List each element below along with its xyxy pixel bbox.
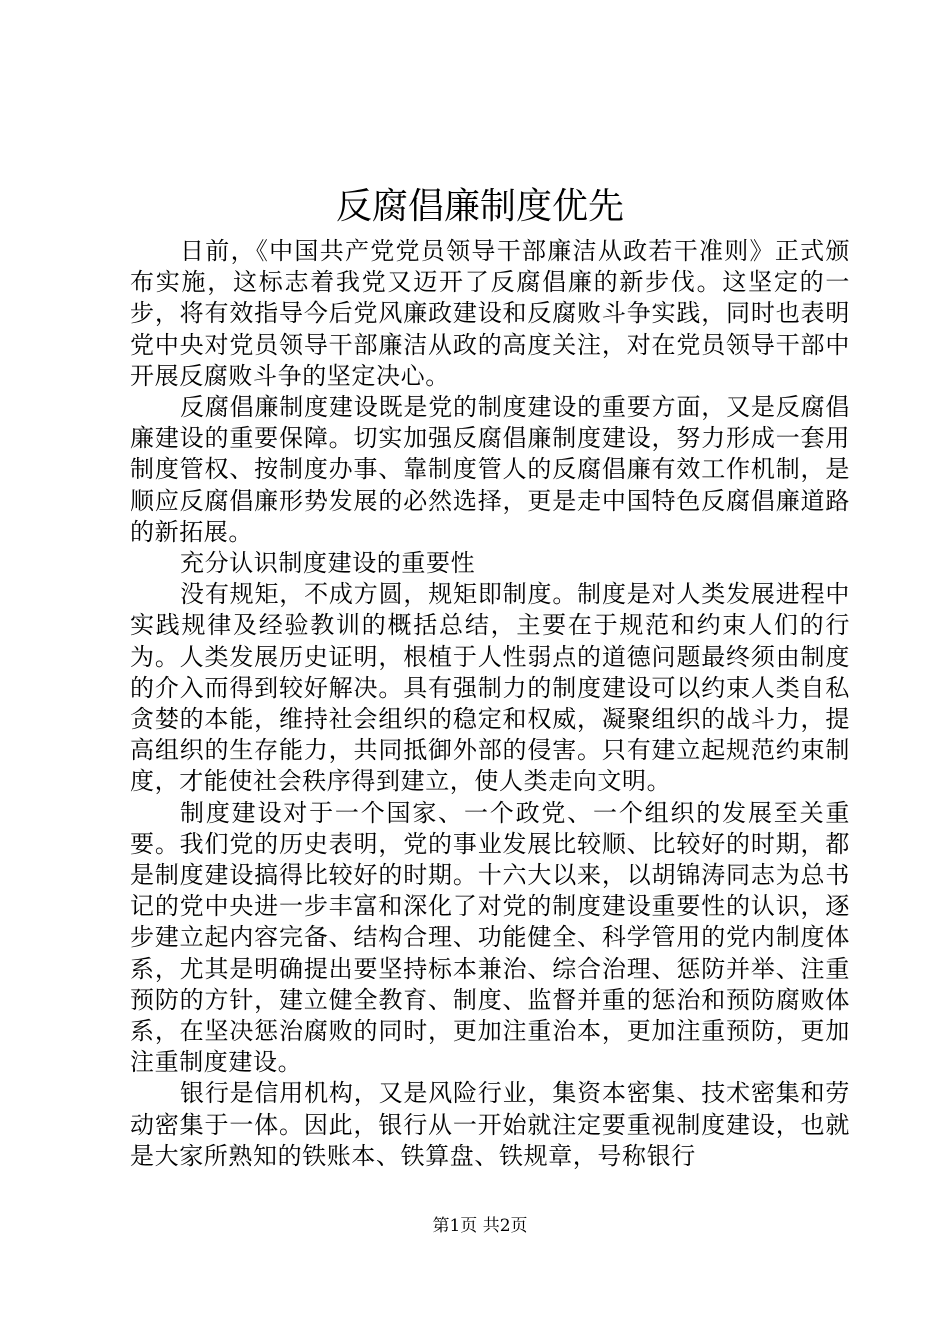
paragraph: 制度建设对于一个国家、一个政党、一个组织的发展至关重要。我们党的历史表明，党的事业发展比较顺、比较好的时期，都是制度建设搞得比较好的时期。十六大以来，以胡锦涛同志为总书记的党中央进一步丰富和深化了对党的制度建设重要性的认识，逐步建立起内容完备、结构合理、功能健全、科学管用的党内制度体系，尤其是明确提出要坚持标本兼治、综合治理、惩防并举、注重预防的方针，建立健全教育、制度、监督并重的惩治和预防腐败体系，在坚决惩治腐败的同时，更加注重治本，更加注重预防，更加注重制度建设。 [130, 798, 850, 1077]
paragraph: 反腐倡廉制度建设既是党的制度建设的重要方面，又是反腐倡廉建设的重要保障。切实加强反腐倡廉制度建设，努力形成一套用制度管权、按制度办事、靠制度管人的反腐倡廉有效工作机制，是顺应反腐倡廉形势发展的必然选择，更是走中国特色反腐倡廉道路的新拓展。 [130, 393, 850, 546]
document-body [130, 236, 850, 1172]
paragraph: 银行是信用机构，又是风险行业，集资本密集、技术密集和劳动密集于一体。因此，银行从一开始就注定要重视制度建设，也就是大家所熟知的铁账本、铁算盘、铁规章，号称银行 [130, 1079, 850, 1170]
section-heading: 充分认识制度建设的重要性 [180, 549, 476, 578]
page-footer: 第1页 共2页 [432, 1216, 528, 1236]
document-title: 反腐倡廉制度优先 [335, 186, 624, 227]
paragraph: 日前，《中国共产党党员领导干部廉洁从政若干准则》正式颁布实施，这标志着我党又迈开了反腐倡廉的新步伐。这坚定的一步，将有效指导今后党风廉政建设和反腐败斗争实践，同时也表明党中央对党员领导干部廉洁从政的高度关注，对在党员领导干部中开展反腐败斗争的坚定决心。 [130, 237, 850, 390]
paragraph: 没有规矩，不成方圆，规矩即制度。制度是对人类发展进程中实践规律及经验教训的概括总结，主要在于规范和约束人们的行为。人类发展历史证明，根植于人性弱点的道德问题最终须由制度的介入而得到较好解决。具有强制力的制度建设可以约束人类自私贪婪的本能，维持社会组织的稳定和权威，凝聚组织的战斗力，提高组织的生存能力，共同抵御外部的侵害。只有建立起规范约束制度，才能使社会秩序得到建立，使人类走向文明。 [130, 580, 850, 796]
